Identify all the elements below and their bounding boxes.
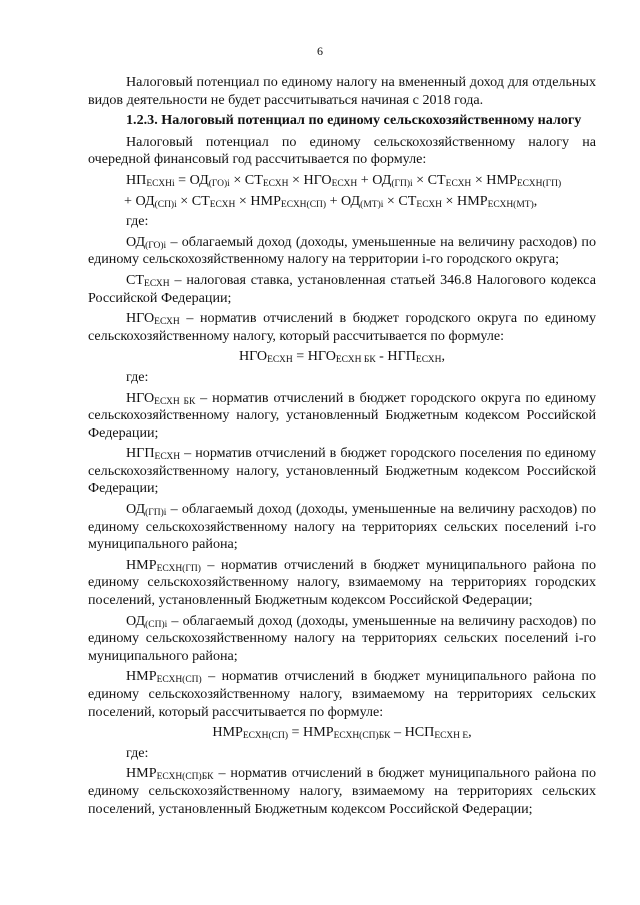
definition-ngo-bk: $НГО_{ЕСХН БК}$ – норматив отчислений в бюджет городского округа по единому сельскохозяйственному налогу, установленный Бюджетным кодексом Российской Федерации; — [88, 389, 597, 441]
definition-st: $СТ_{ЕСХН}$ – налоговая ставка, установленная статьей 346.8 Налогового кодекса Российской Федерации; — [88, 271, 596, 306]
document-body — [88, 74, 596, 821]
definition-nmr-sp: $НМР_{ЕСХН(СП)}$ – норматив отчислений в бюджет муниципального района по единому сельскохозяйственному налогу, взимаемому на территориях сельских поселений, который рассчитывается по формуле: — [88, 668, 596, 720]
definition-od-gp: $ОД_{(ГП)i}$ – облагаемый доход (доходы, уменьшенные на величину расходов) по единому сельскохозяйственному налогу на территориях сельских поселений i-го муниципального района; — [88, 501, 596, 553]
formula-tax-potential-line2: + $ОД_{(СП)i} \times СТ_{ЕСХН} \times НМР_{ЕСХН(СП)} + ОД_{(МТ)i} \times СТ_{ЕСХН} \times НМР_{ЕСХН(МТ)}$, — [124, 192, 538, 210]
where-label: где: — [126, 744, 149, 761]
page-number: 6 — [317, 44, 323, 58]
paragraph-definition: Налоговый потенциал по единому сельскохозяйственному налогу на очередной финансовый год рассчитывается по формуле: — [88, 133, 596, 168]
formula-ngo: $НГО_{ЕСХН} = НГО_{ЕСХН БК} - НГП_{ЕСХН}$, — [238, 348, 446, 366]
formula-tax-potential-line1: $НП_{ЕСХНi} = ОД_{(ГО)i} \times СТ_{ЕСХН} \times НГО_{ЕСХН} + ОД_{(ГП)i} \times СТ_{ЕСХН} \times НМР_{ЕСХН(ГП)}$ — [126, 171, 562, 189]
formula-nmr-sp: $НМР_{ЕСХН(СП)} = НМР_{ЕСХН(СП)БК} - НСП_{ЕСХН Е}$, — [212, 724, 472, 742]
definition-nmr-gp: $НМР_{ЕСХН(ГП)}$ – норматив отчислений в бюджет муниципального района по единому сельскохозяйственному налогу, взимаемому на территориях городских поселений, установленный Бюджетным кодексом Российской Федерации; — [88, 556, 596, 609]
where-label: где: — [126, 213, 149, 230]
definition-nmr-sp-bk: $НМР_{ЕСХН(СП)БК}$ – норматив отчислений в бюджет муниципального района по единому сельскохозяйственному налогу, взимаемому на территориях сельских поселений, установленный Бюджетным кодексом Российской Федерации; — [88, 765, 596, 817]
definition-ngo: $НГО_{ЕСХН}$ – норматив отчислений в бюджет городского округа по единому сельскохозяйственному налогу, который рассчитывается по формуле: — [88, 310, 596, 344]
definition-ngp: $НГП_{ЕСХН}$ – норматив отчислений в бюджет городского поселения по единому сельскохозяйственному налогу, установленный Бюджетным кодексом Российской Федерации; — [88, 445, 596, 497]
where-label: где: — [126, 368, 149, 385]
definition-od-go: $ОД_{(ГО)i}$ – облагаемый доход (доходы, уменьшенные на величину расходов) по единому сельскохозяйственному налогу на территории i-го городского округа; — [88, 233, 596, 268]
definition-od-sp: $ОД_{(СП)i}$ – облагаемый доход (доходы, уменьшенные на величину расходов) по единому сельскохозяйственному налогу на территориях сельских поселений i-го муниципального района; — [88, 612, 596, 664]
section-heading: 1.2.3. Налоговый потенциал по единому сельскохозяйственному налогу — [126, 112, 582, 129]
paragraph-intro: Налоговый потенциал по единому налогу на вмененный доход для отдельных видов деятельности не будет рассчитываться начиная с 2018 года. — [88, 74, 596, 108]
